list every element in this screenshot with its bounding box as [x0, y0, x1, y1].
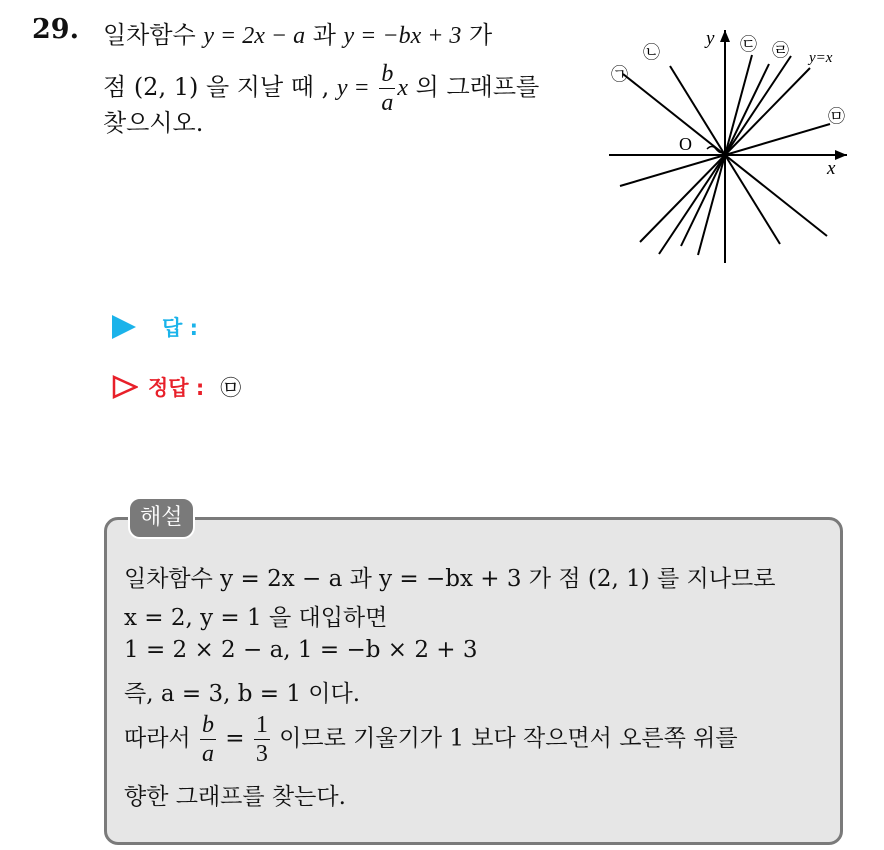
explanation-line-2: x = 2, y = 1 을 대입하면: [124, 605, 388, 631]
fraction-numerator: 1: [255, 712, 268, 738]
fraction-denominator: a: [201, 741, 214, 767]
question-text: 가: [461, 21, 493, 49]
question-text: 일차함수: [103, 21, 204, 49]
y-equals-x-label: y=x: [809, 50, 833, 66]
answer-label: 답 :: [162, 316, 198, 340]
variable-x: x: [397, 75, 409, 101]
equation-1: y = 2x − a: [203, 23, 306, 49]
play-outline-icon: [112, 375, 138, 399]
explanation-line-4: 즉, a = 3, b = 1 이다.: [124, 681, 361, 707]
explanation-text: 이므로 기울기가 1 보다 작으면서 오른쪽 위를: [271, 725, 738, 752]
fraction-b-over-a: [379, 62, 395, 115]
line-graph: [595, 18, 865, 268]
explanation-line-6: 향한 그래프를 찾는다.: [124, 784, 346, 810]
correct-answer-label: 정답 :: [148, 376, 205, 400]
correct-answer-value: ㉤: [220, 376, 242, 400]
fraction-denominator: 3: [255, 741, 268, 767]
choice-a-label: ㉠: [611, 65, 628, 85]
fraction-denominator: a: [381, 90, 394, 116]
x-axis-label: x: [827, 158, 836, 179]
fraction-numerator: b: [201, 712, 214, 738]
explanation-line-3: 1 = 2 × 2 − a, 1 = −b × 2 + 3: [124, 637, 478, 663]
y-axis-label: y: [706, 28, 715, 49]
explanation-line-5: 따라서 $\frac{b}{a}$ = $\frac{1}{3}$ 이므로 기울기가 1 보다 작으면서 오른쪽 위를: [124, 712, 738, 767]
explanation-line-1: 일차함수 y = 2x − a 과 y = −bx + 3 가 점 (2, 1) 를 지나므로: [124, 566, 776, 592]
question-line-3: 찾으시오.: [103, 109, 204, 137]
fraction-numerator: b: [381, 61, 394, 87]
origin-label: O: [679, 134, 692, 154]
question-text: 의 그래프를: [408, 73, 540, 101]
explanation-tag: 해설: [128, 497, 195, 539]
x-axis-arrow: [835, 150, 847, 160]
choice-b-label: ㉡: [643, 43, 660, 63]
question-line-1: [103, 15, 492, 50]
y-equals: y =: [336, 75, 370, 101]
fraction-b-over-a: [200, 713, 216, 766]
answer-row: [112, 312, 198, 342]
correct-answer-row: [112, 372, 241, 402]
equation-2: y = −bx + 3: [343, 23, 462, 49]
fraction-one-third: [254, 713, 270, 766]
explanation-text: 따라서: [124, 725, 198, 752]
question-text: 과: [305, 21, 344, 49]
choice-e-label: ㉤: [828, 107, 845, 127]
choice-d-label: ㉣: [772, 41, 789, 61]
choice-c-label: ㉢: [740, 35, 757, 55]
question-number: 29.: [32, 14, 79, 45]
play-icon: [112, 315, 136, 339]
question-text: 점 (2, 1) 을 지날 때 ,: [103, 73, 337, 101]
y-axis-arrow: [720, 30, 730, 42]
